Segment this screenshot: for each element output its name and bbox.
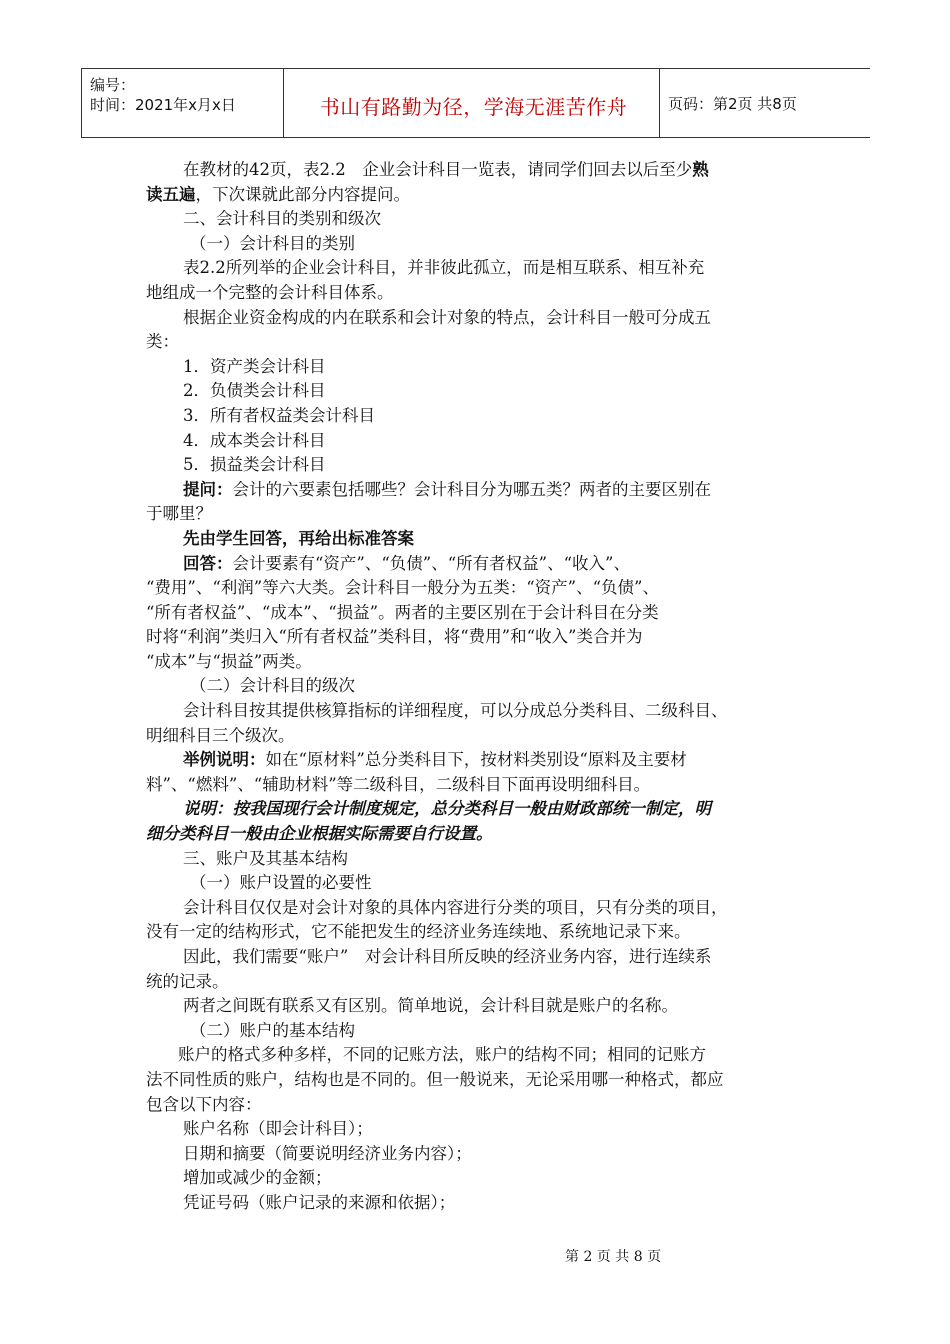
paragraph: 料”、“燃料”、“辅助材料”等二级科目，二级科目下面再设明细科目。	[146, 774, 651, 794]
list-item: 2．负债类会计科目	[183, 381, 326, 401]
question	[146, 478, 826, 503]
paragraph: 时将“利润”类归入“所有者权益”类科目，将“费用”和“收入”类合并为	[146, 627, 643, 647]
paragraph: 没有一定的结构形式，它不能把发生的经济业务连续地、系统地记录下来。	[146, 922, 691, 942]
motto: 书山有路勤为径，学海无涯苦作舟	[319, 95, 628, 119]
text: 如在“原材料”总分类科目下，按材料类别设“原料及主要材	[265, 750, 687, 770]
document-body	[146, 158, 826, 1216]
paragraph: 明细科目三个级次。	[146, 725, 295, 745]
header-meta	[90, 75, 236, 115]
example-label: 举例说明：	[183, 750, 266, 770]
text: 会计要素有“资产”、“负债”、“所有者权益”、“收入”、	[232, 553, 630, 573]
paragraph: 包含以下内容：	[146, 1094, 262, 1114]
paragraph	[146, 158, 826, 183]
subsection-heading: （一）会计科目的类别	[190, 233, 355, 253]
paragraph: 法不同性质的账户，结构也是不同的。但一般说来，无论采用哪一种格式，都应	[146, 1069, 724, 1089]
bold-text: 熟	[692, 160, 709, 179]
list-item: 增加或减少的金额；	[183, 1168, 332, 1188]
paragraph: 会计科目仅仅是对会计对象的具体内容进行分类的项目，只有分类的项目，	[183, 897, 728, 917]
header-border-left	[81, 69, 82, 137]
example	[146, 748, 826, 773]
list-item: 3．所有者权益类会计科目	[183, 405, 375, 425]
list-item: 5．损益类会计科目	[183, 455, 326, 475]
paragraph: 因此，我们需要“账户” 对会计科目所反映的经济业务内容，进行连续系	[183, 947, 712, 966]
list-item: 日期和摘要（简要说明经济业务内容）；	[183, 1143, 472, 1163]
list-item: 凭证号码（账户记录的来源和依据）；	[183, 1192, 456, 1212]
number-label: 编号：	[90, 76, 136, 94]
date-label: 时间：2021年x月x日	[90, 96, 236, 114]
note: 说明：按我国现行会计制度规定，总分类科目一般由财政部统一制定，明	[183, 799, 711, 819]
paragraph: “费用”、“利润”等六大类。会计科目一般分为五类：“资产”、“负债”、	[146, 578, 659, 598]
paragraph	[146, 183, 826, 208]
answer-label: 回答：	[183, 553, 233, 573]
bold-text: 读五遍	[146, 184, 196, 204]
paragraph: 统的记录。	[146, 971, 229, 991]
section-heading: 二、会计科目的类别和级次	[183, 209, 381, 229]
paragraph: “成本”与“损益”两类。	[146, 651, 312, 671]
paragraph: 会计科目按其提供核算指标的详细程度，可以分成总分类科目、二级科目、	[183, 701, 728, 721]
answer-note: 先由学生回答，再给出标准答案	[183, 528, 414, 548]
subsection-heading: （二）会计科目的级次	[190, 676, 355, 696]
note: 细分类科目一般由企业根据实际需要自行设置。	[146, 824, 493, 844]
list-item: 账户名称（即会计科目）；	[183, 1119, 373, 1139]
subsection-heading: （一）账户设置的必要性	[190, 873, 372, 893]
page-code: 页码：第2页 共8页	[668, 95, 797, 113]
header-table	[81, 68, 870, 138]
paragraph: 表2.2所列举的企业会计科目，并非彼此孤立，而是相互联系、相互补充	[183, 258, 705, 278]
page-footer: 第 2 页 共 8 页	[565, 1249, 662, 1265]
paragraph: “所有者权益”、“成本”、“损益”。两者的主要区别在于会计科目在分类	[146, 602, 659, 622]
paragraph: 账户的格式多种多样，不同的记账方法，账户的结构不同；相同的记账方	[178, 1045, 706, 1065]
text: 会计的六要素包括哪些？会计科目分为哪五类？两者的主要区别在	[232, 479, 711, 499]
subsection-heading: （二）账户的基本结构	[190, 1020, 355, 1040]
paragraph: 根据企业资金构成的内在联系和会计对象的特点，会计科目一般可分成五	[183, 307, 711, 327]
paragraph: 类：	[146, 332, 179, 352]
question-label: 提问：	[183, 479, 233, 499]
header-divider-1	[283, 69, 284, 137]
paragraph: 地组成一个完整的会计科目体系。	[146, 282, 394, 302]
text: 在教材的42页，表2.2 企业会计科目一览表，请同学们回去以后至少	[183, 160, 693, 179]
paragraph: 于哪里？	[146, 504, 212, 524]
section-heading: 三、账户及其基本结构	[183, 848, 348, 868]
text: ，下次课就此部分内容提问。	[195, 184, 410, 204]
list-item: 1．资产类会计科目	[183, 356, 326, 376]
paragraph: 两者之间既有联系又有区别。简单地说，会计科目就是账户的名称。	[183, 996, 678, 1016]
list-item: 4．成本类会计科目	[183, 430, 326, 450]
answer	[146, 552, 826, 577]
